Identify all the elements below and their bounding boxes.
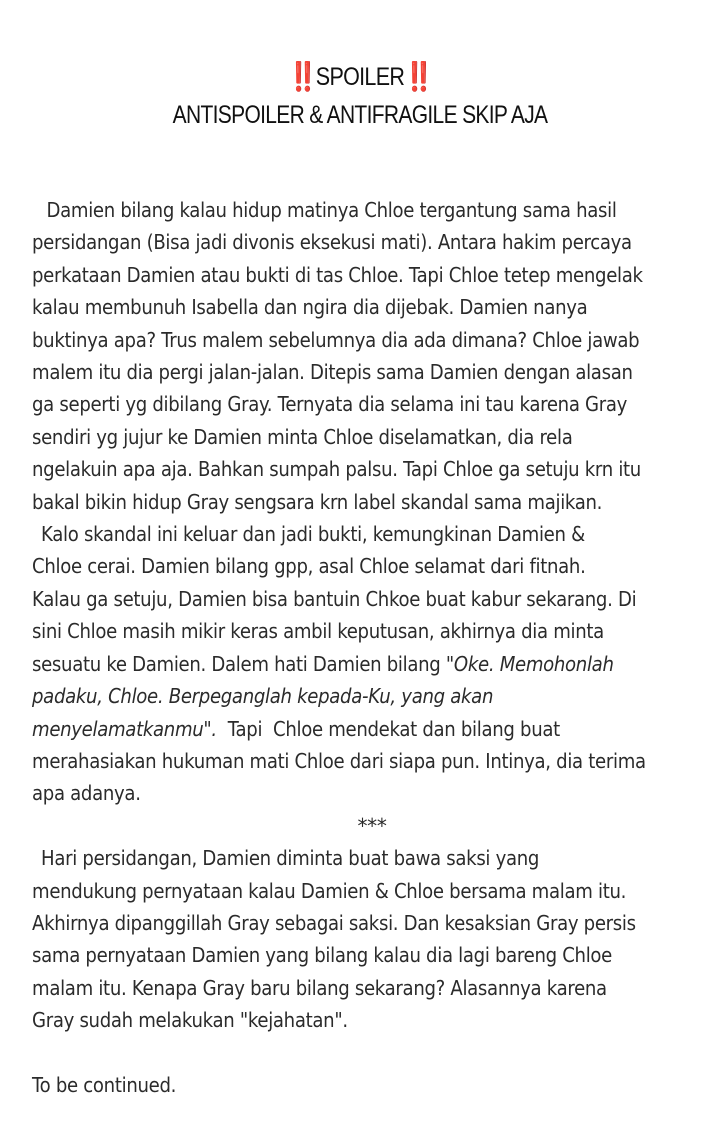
- section-separator: [32, 810, 692, 842]
- text-line: apa adanya.: [32, 781, 141, 806]
- text-line: malem itu dia pergi jalan-jalan. Ditepis sama Damien dengan alasan: [32, 360, 633, 385]
- spoiler-title-line: [50, 58, 669, 96]
- text-line: perkataan Damien atau bukti di tas Chloe. Tapi Chloe tetep mengelak: [32, 262, 643, 287]
- text-line: malam itu. Kenapa Gray baru bilang sekarang? Alasannya karena: [32, 975, 607, 1000]
- text-segment: Tapi Chloe mendekat dan bilang buat: [216, 716, 560, 741]
- text-line: persidangan (Bisa jadi divonis eksekusi mati). Antara hakim percaya: [32, 230, 632, 255]
- text-line: Akhirnya dipanggillah Gray sebagai saksi. Dan kesaksian Gray persis: [32, 910, 636, 935]
- closing-text: To be continued.: [32, 1072, 177, 1097]
- text-line: Kalau ga setuju, Damien bisa bantuin Chkoe buat kabur sekarang. Di: [32, 586, 637, 611]
- text-line: mendukung pernyataan kalau Damien & Chloe bersama malam itu.: [32, 878, 627, 903]
- double-exclamation-icon: ‼️: [404, 61, 432, 92]
- text-line: sini Chloe masih mikir keras ambil keputusan, akhirnya dia minta: [32, 619, 604, 644]
- story-summary: [32, 194, 692, 1101]
- italic-quote: menyelamatkanmu".: [32, 716, 217, 741]
- blank-line: [32, 1037, 692, 1069]
- text-line: merahasiakan hukuman mati Chloe dari siapa pun. Intinya, dia terima: [32, 748, 646, 773]
- text-line: Kalo skandal ini keluar dan jadi bukti, kemungkinan Damien &: [41, 522, 585, 547]
- text-line: ngelakuin apa aja. Bahkan sumpah palsu. Tapi Chloe ga setuju krn itu: [32, 457, 641, 482]
- text-line: Gray sudah melakukan "kejahatan".: [32, 1008, 348, 1033]
- text-line: Chloe cerai. Damien bilang gpp, asal Chloe selamat dari fitnah.: [32, 554, 586, 579]
- italic-quote: Oke. Memohonlah: [453, 651, 614, 676]
- text-segment: sesuatu ke Damien. Dalem hati Damien bilang ": [32, 651, 454, 676]
- italic-quote: padaku, Chloe. Berpeganglah kepada-Ku, yang akan: [32, 684, 494, 709]
- text-line: Hari persidangan, Damien diminta buat bawa saksi yang: [41, 846, 540, 871]
- text-line: [32, 680, 629, 712]
- text-line: sendiri yg jujur ke Damien minta Chloe diselamatkan, dia rela: [32, 424, 573, 449]
- text-line: bakal bikin hidup Gray sengsara krn label skandal sama majikan.: [32, 489, 603, 514]
- text-line: [32, 648, 629, 680]
- text-line: kalau membunuh Isabella dan ngira dia dijebak. Damien nanya: [32, 295, 588, 320]
- separator-text: ***: [357, 813, 387, 838]
- text-line: sama pernyataan Damien yang bilang kalau dia lagi bareng Chloe: [32, 943, 612, 968]
- text-line: ga seperti yg dibilang Gray. Ternyata dia selama ini tau karena Gray: [32, 392, 628, 417]
- text-line: buktinya apa? Trus malem sebelumnya dia ada dimana? Chloe jawab: [32, 327, 640, 352]
- text-line: [32, 713, 629, 745]
- spoiler-title: SPOILER: [315, 63, 405, 91]
- text-line: Damien bilang kalau hidup matinya Chloe tergantung sama hasil: [46, 198, 617, 222]
- spoiler-subtitle: ANTISPOILER & ANTIFRAGILE SKIP AJA: [172, 101, 548, 129]
- double-exclamation-icon: ‼️: [288, 61, 316, 92]
- header: [0, 58, 720, 134]
